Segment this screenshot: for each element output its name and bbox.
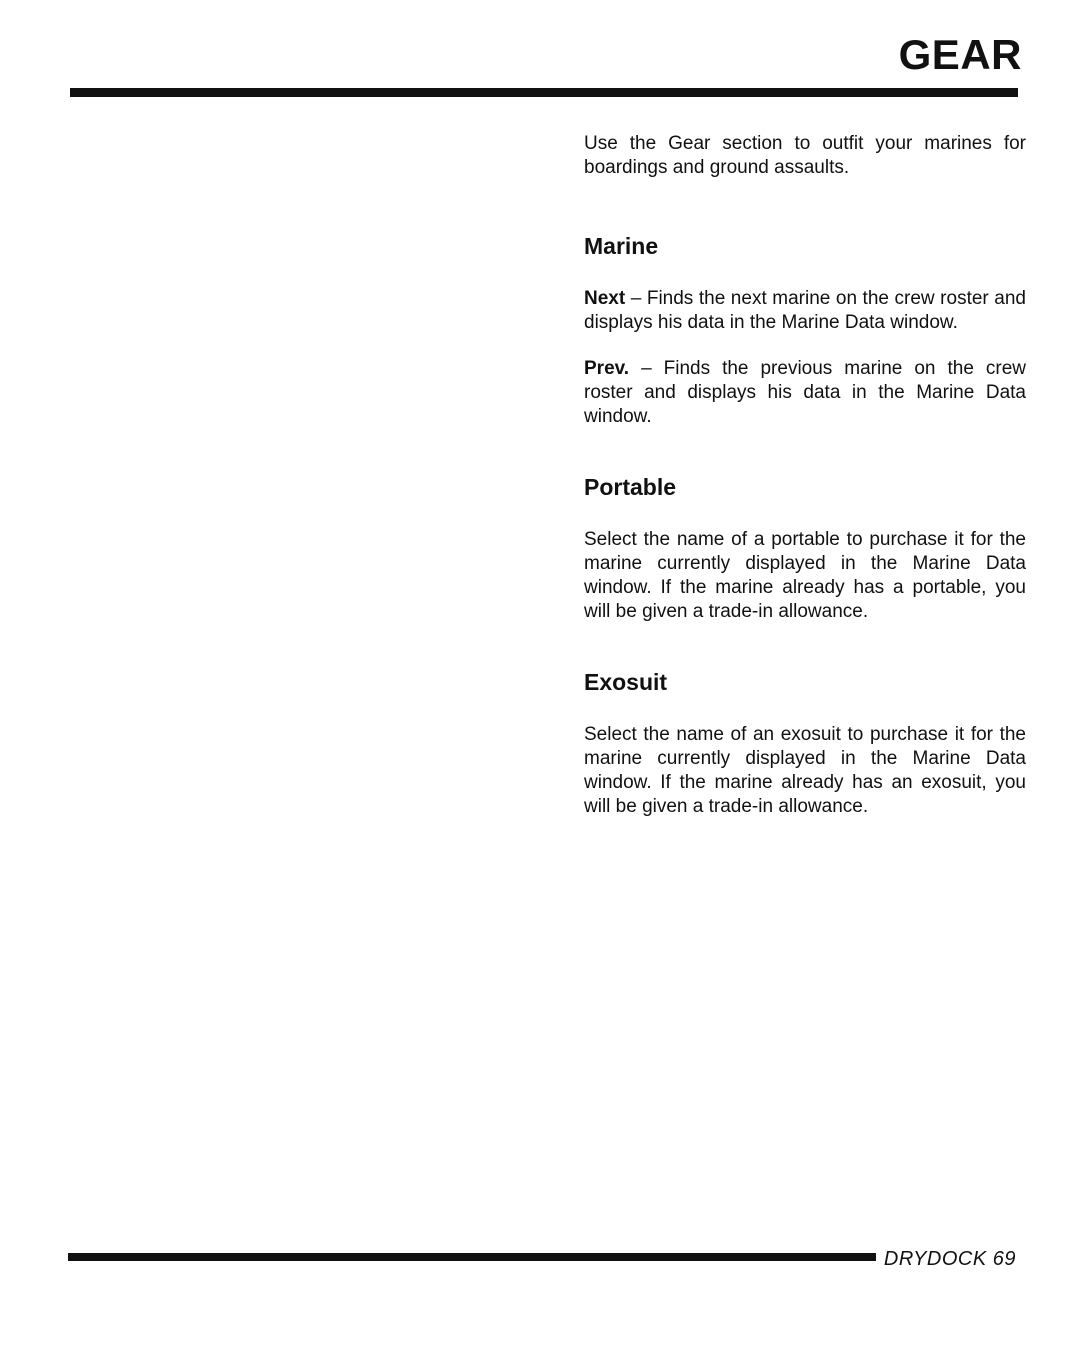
page-footer [68, 1247, 1018, 1275]
section-heading-exosuit: Exosuit [584, 669, 668, 695]
marine-next-paragraph [584, 287, 1026, 335]
footer-rule [68, 1253, 876, 1261]
term-prev: Prev. [584, 358, 630, 379]
prev-description: – Finds the previous marine on the crew roster and displays his data in the Marine Data window. [584, 358, 1026, 427]
page-title: GEAR [898, 31, 1022, 78]
section-exosuit [584, 668, 1026, 819]
section-portable [584, 473, 1026, 624]
header-rule [70, 88, 1018, 97]
section-heading-marine: Marine [584, 233, 659, 259]
term-next: Next [584, 288, 626, 309]
section-marine [584, 232, 1026, 429]
marine-prev-paragraph [584, 357, 1026, 429]
next-description: – Finds the next marine on the crew roster and displays his data in the Marine Data window. [584, 288, 1026, 333]
intro-paragraph: Use the Gear section to outfit your marines for boardings and ground assaults. [584, 133, 1026, 178]
section-heading-portable: Portable [584, 474, 677, 500]
content-column [584, 132, 1026, 819]
exosuit-paragraph: Select the name of an exosuit to purchase it for the marine currently displayed in the Marine Data window. If the marine already has an exosuit, you will be given a trade-in allowance. [584, 724, 1026, 817]
portable-paragraph: Select the name of a portable to purchase it for the marine currently displayed in the Marine Data window. If the marine already has a portable, you will be given a trade-in allowance. [584, 529, 1026, 622]
footer-page-label: DRYDOCK 69 [883, 1248, 1016, 1270]
